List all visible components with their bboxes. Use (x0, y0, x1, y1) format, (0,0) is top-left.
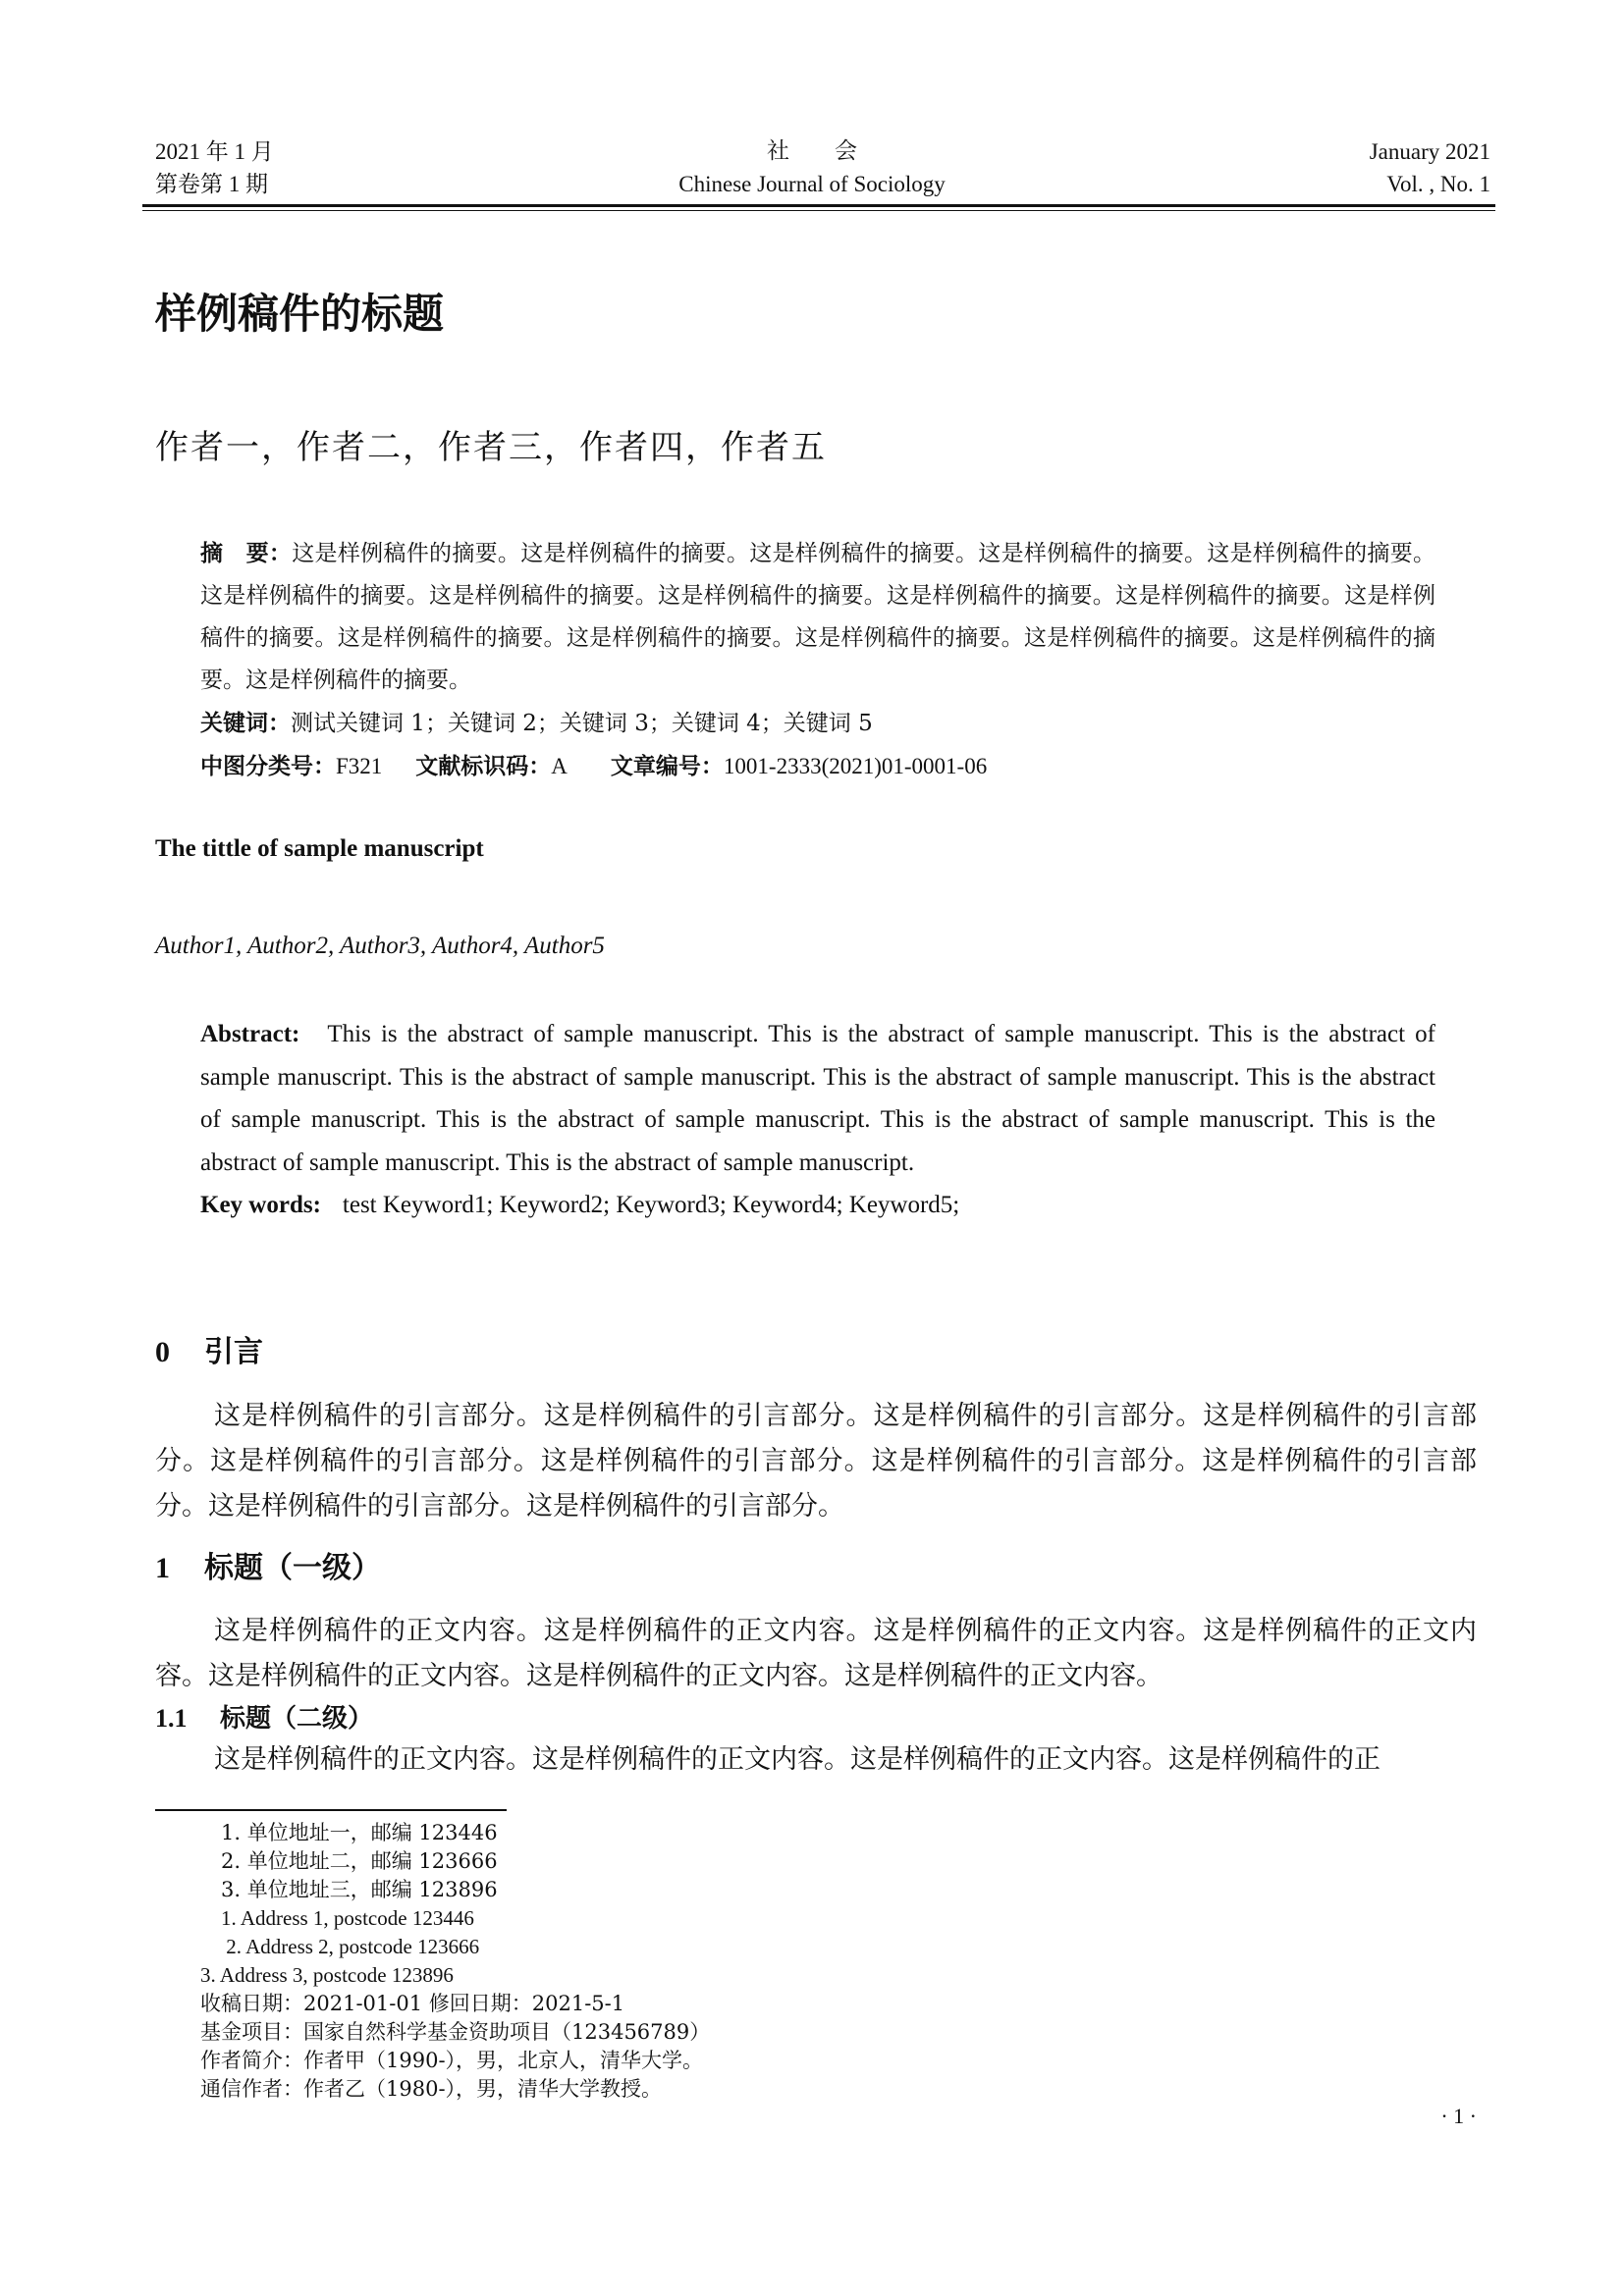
footnote-item: 3. 单位地址三，邮编 123896 (200, 1878, 498, 1901)
clc-value: F321 (336, 754, 383, 778)
header-date-en: January 2021 (1369, 139, 1490, 164)
footnote-item: 1. 单位地址一，邮编 123446 (200, 1821, 498, 1844)
footnote-item: 3. Address 3, postcode 123896 (200, 1963, 454, 1987)
doc-code-label: 文献标识码： (415, 753, 552, 779)
abstract-cn-block (200, 532, 1435, 788)
abstract-en-block (200, 1013, 1435, 1227)
header-issue-en: Vol. , No. 1 (1386, 172, 1490, 196)
keywords-en (200, 1184, 1435, 1227)
keywords-cn (200, 702, 1435, 745)
header-journal-cn: 社 会 (767, 138, 857, 164)
header-journal-en: Chinese Journal of Sociology (678, 172, 946, 196)
keywords-cn-text: 测试关键词 1；关键词 2；关键词 3；关键词 4；关键词 5 (291, 711, 873, 736)
section-heading-1-1 (155, 1701, 373, 1736)
footnote-item: 2. 单位地址二，邮编 123666 (200, 1849, 498, 1873)
clc-label: 中图分类号： (200, 753, 336, 779)
abstract-cn (200, 532, 1435, 702)
section-1-1-text: 这是样例稿件的正文内容。这是样例稿件的正文内容。这是样例稿件的正文内容。这是样例稿件的正 (214, 1744, 1380, 1775)
paper-title-cn: 样例稿件的标题 (155, 290, 445, 338)
section-number: 1.1 (155, 1704, 188, 1733)
footnote-item: 基金项目：国家自然科学基金资助项目（123456789） (200, 2020, 711, 2044)
authors-cn: 作者一，作者二，作者三，作者四，作者五 (155, 428, 827, 467)
section-title: 标题（二级） (220, 1704, 374, 1734)
article-number-value: 1001-2333(2021)01-0001-06 (723, 754, 988, 778)
footnote-item: 2. Address 2, postcode 123666 (200, 1935, 480, 1958)
keywords-en-label: Key words: (200, 1192, 321, 1218)
section-title: 引言 (204, 1335, 263, 1369)
header-date-cn: 2021 年 1 月 (155, 139, 274, 164)
section-number: 1 (155, 1552, 170, 1584)
header-right (1370, 135, 1490, 200)
keywords-cn-label: 关键词： (200, 710, 291, 736)
authors-en: Author1, Author2, Author3, Author4, Author5 (155, 933, 605, 959)
abstract-cn-text: 这是样例稿件的摘要。这是样例稿件的摘要。这是样例稿件的摘要。这是样例稿件的摘要。这是样例稿件的摘要。这是样例稿件的摘要。这是样例稿件的摘要。这是样例稿件的摘要。这是样例稿件的摘要。这是样例稿件的摘要。这是样例稿件的摘要。这是样例稿件的摘要。这是样例稿件的摘要。这是样例稿件的摘要。这是样例稿件的摘要。这是样例稿件的摘要。这是样例稿件的摘要。 (200, 541, 1436, 693)
footnote-item: 收稿日期：2021-01-01 修回日期：2021-5-1 (200, 1992, 625, 2015)
footnote-rule (155, 1809, 507, 1811)
footnote-item: 1. Address 1, postcode 123446 (200, 1906, 474, 1930)
section-0-text: 这是样例稿件的引言部分。这是样例稿件的引言部分。这是样例稿件的引言部分。这是样例稿件的引言部分。这是样例稿件的引言部分。这是样例稿件的引言部分。这是样例稿件的引言部分。这是样例稿件的引言部分。这是样例稿件的引言部分。这是样例稿件的引言部分。 (155, 1401, 1477, 1522)
abstract-en-label: Abstract: (200, 1021, 300, 1047)
section-title: 标题（一级） (204, 1551, 381, 1585)
abstract-en-text: This is the abstract of sample manuscript. This is the abstract of sample manuscript. This is the abstract of sample manuscript. This is the abstract of sample manuscript. This is the abstract of sample manuscript. This is the abstract of sample manuscript. This is the abstract of sample manuscript. This is the abstract of sample manuscript. This is the abstract of sample manuscript. This is the abstract of sample manuscript. (200, 1021, 1435, 1176)
article-number-label: 文章编号： (610, 753, 724, 779)
footnotes (200, 1819, 710, 2104)
abstract-en (200, 1013, 1435, 1184)
header-rule-thick (142, 204, 1495, 207)
header-rule-thin (142, 210, 1495, 211)
paper-title-en: The tittle of sample manuscript (155, 835, 484, 862)
section-1-text: 这是样例稿件的正文内容。这是样例稿件的正文内容。这是样例稿件的正文内容。这是样例稿件的正文内容。这是样例稿件的正文内容。这是样例稿件的正文内容。这是样例稿件的正文内容。 (155, 1616, 1477, 1691)
classification-line (200, 745, 1435, 788)
header-issue-cn: 第卷第 1 期 (155, 172, 268, 196)
keywords-en-text: test Keyword1; Keyword2; Keyword3; Keyword4; Keyword5; (342, 1192, 960, 1218)
section-heading-1 (155, 1549, 381, 1588)
page-number: · 1 · (1440, 2104, 1477, 2128)
section-heading-0 (155, 1333, 263, 1372)
section-number: 0 (155, 1336, 170, 1368)
footnote-item: 作者简介：作者甲（1990-），男，北京人，清华大学。 (200, 2049, 704, 2072)
doc-code-value: A (551, 754, 568, 778)
footnote-item: 通信作者：作者乙（1980-），男，清华大学教授。 (200, 2077, 663, 2101)
abstract-cn-label: 摘 要： (200, 540, 293, 566)
